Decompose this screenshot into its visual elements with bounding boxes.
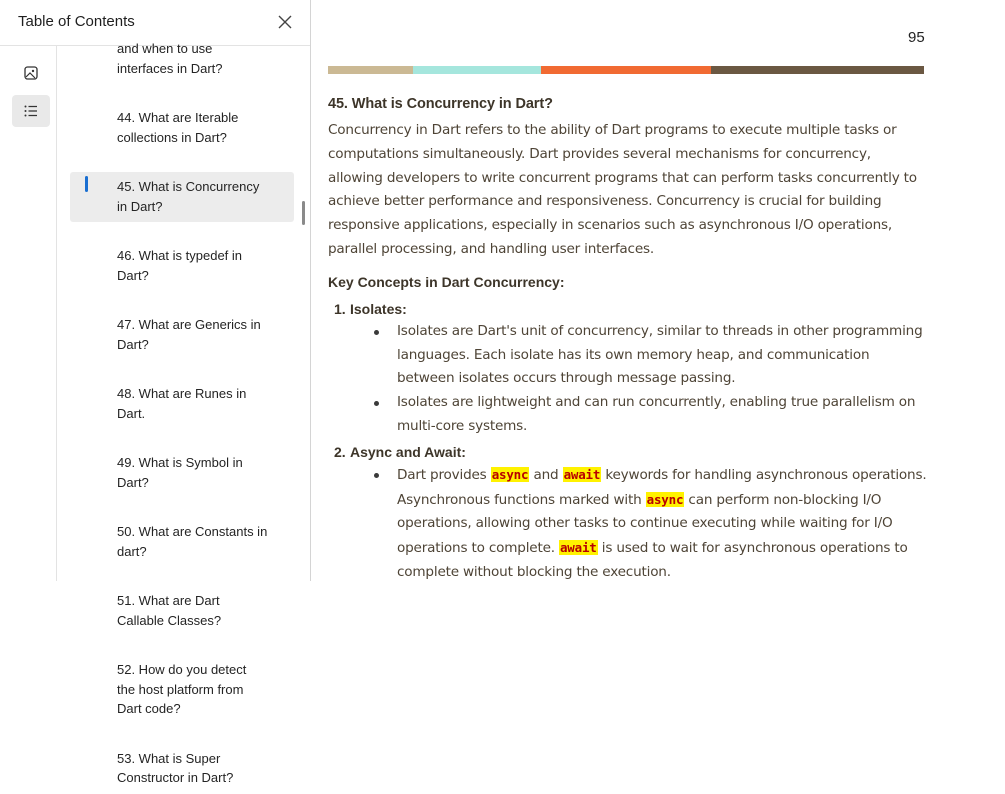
toc-item-label: Callable Classes? [117, 612, 222, 628]
toc-item-label: Dart. [117, 405, 146, 421]
bookmarks-button[interactable] [12, 57, 50, 89]
concept-bullets [328, 320, 928, 439]
concept-title-text: Async and Await: [350, 443, 466, 460]
bullet-icon [374, 473, 379, 478]
toc-item-label: 47. What are Generics in [117, 317, 261, 332]
toc-item-label: 53. What is Super [117, 750, 221, 766]
toc-item[interactable] [70, 241, 294, 291]
side-rail [0, 46, 57, 581]
concept-number: 1. [334, 300, 346, 317]
concept-title-text: Isolates: [350, 300, 407, 317]
toc-item[interactable] [70, 103, 294, 153]
code-keyword: async [646, 491, 684, 507]
intro-paragraph: Concurrency in Dart refers to the ability of Dart programs to execute multiple tasks or computations simultaneously. Dart provides several mechanisms for concurrency, allowing developers to write concurrent programs that can perform tasks concurrently to achieve better performance and responsiveness. Concurrency is crucial for building responsive applications, especially in scenarios such as asynchronous I/O operations, parallel processing, and handling user interfaces. [328, 122, 917, 257]
toc-scrollbar-thumb[interactable] [302, 201, 305, 225]
toc-view-button[interactable] [12, 95, 50, 127]
concept-item [328, 298, 928, 439]
toc-item[interactable] [70, 172, 294, 222]
toc-item-label: 50. What are Constants in [117, 524, 268, 539]
bullet-text-segment: can perform non-blocking I/O operations, allowing other tasks to continue executing while waiting for I/O operations to complete. [397, 491, 893, 557]
bookmark-image-icon [23, 65, 39, 81]
toc-item-label: Dart code? [117, 701, 181, 716]
selected-indicator [85, 176, 88, 192]
concept-bullets [328, 463, 928, 585]
code-keyword: await [563, 466, 601, 482]
toc-item-label: dart? [117, 543, 147, 559]
toc-item-label: 49. What is Symbol in [117, 455, 243, 470]
toc-item[interactable] [70, 744, 294, 794]
concept-title [328, 298, 928, 320]
toc-item-label: in Dart? [117, 198, 163, 214]
toc-item[interactable] [70, 448, 294, 498]
bullet-item [328, 391, 928, 439]
concept-item [328, 441, 928, 585]
toc-item-label: 45. What is Concurrency [117, 179, 260, 194]
bullet-item [328, 320, 928, 391]
toc-item-label: 46. What is typedef in [117, 248, 243, 263]
toc-item-label: 48. What are Runes in [117, 386, 247, 401]
toc-item-label: Constructor in Dart? [117, 770, 234, 785]
concept-number: 2. [334, 443, 346, 460]
code-keyword: async [491, 466, 529, 482]
bullet-text: Isolates are lightweight and can run concurrently, enabling true parallelism on multi-core systems. [397, 394, 916, 434]
toc-item[interactable] [70, 34, 294, 84]
toc-item-label: 51. What are Dart [117, 593, 220, 608]
toc-item-label: 44. What are Iterable [117, 110, 239, 125]
toc-item-label: interfaces in Dart? [117, 60, 223, 76]
toc-item-label: and when to use [117, 41, 213, 56]
toc-item[interactable] [70, 586, 294, 636]
subheading: Key Concepts in Dart Concurrency: [328, 273, 565, 290]
toc-item[interactable] [70, 655, 294, 725]
bullet-text-segment: Dart provides [397, 466, 491, 483]
color-bar-segment [541, 66, 711, 74]
bullet-icon [374, 401, 379, 406]
color-bar-segment [711, 66, 924, 74]
toc-item[interactable] [70, 517, 294, 567]
toc-item[interactable] [70, 310, 294, 360]
page-number: 95 [908, 29, 925, 46]
color-bar-segment [413, 66, 541, 74]
section-heading: 45. What is Concurrency in Dart? [328, 96, 553, 112]
table-of-contents-panel [0, 0, 311, 785]
color-bar-segment [328, 66, 413, 74]
toc-item-label: Dart? [117, 336, 149, 352]
document-page [312, 0, 1005, 581]
toc-item-label: the host platform from [117, 681, 244, 697]
bullet-item [328, 463, 928, 585]
toc-item-label: collections in Dart? [117, 129, 227, 145]
concepts-list [328, 298, 928, 585]
toc-list [57, 41, 310, 785]
bullet-text: Isolates are Dart's unit of concurrency, similar to threads in other programming languages. Each isolate has its own memory heap, and communication between isolates occurs through message passing. [397, 322, 923, 387]
toc-item-label: 52. How do you detect [117, 662, 247, 677]
code-keyword: await [559, 540, 597, 556]
bullet-text-segment: is used to wait for asynchronous operations to complete without blocking the execution. [397, 540, 908, 580]
decorative-color-bar [328, 66, 924, 74]
bullet-text-segment: keywords for handling asynchronous operations. Asynchronous functions marked with [397, 466, 927, 508]
list-icon [23, 103, 39, 119]
bullet-text-segment: and [529, 466, 563, 483]
toc-item[interactable] [70, 379, 294, 429]
close-button[interactable] [274, 11, 296, 33]
bullet-icon [374, 330, 379, 335]
concept-title [328, 441, 928, 463]
toc-title: Table of Contents [18, 13, 135, 30]
toc-item-label: Dart? [117, 474, 149, 490]
toc-item-label: Dart? [117, 267, 149, 283]
document-content [328, 96, 928, 587]
close-icon [274, 11, 296, 33]
